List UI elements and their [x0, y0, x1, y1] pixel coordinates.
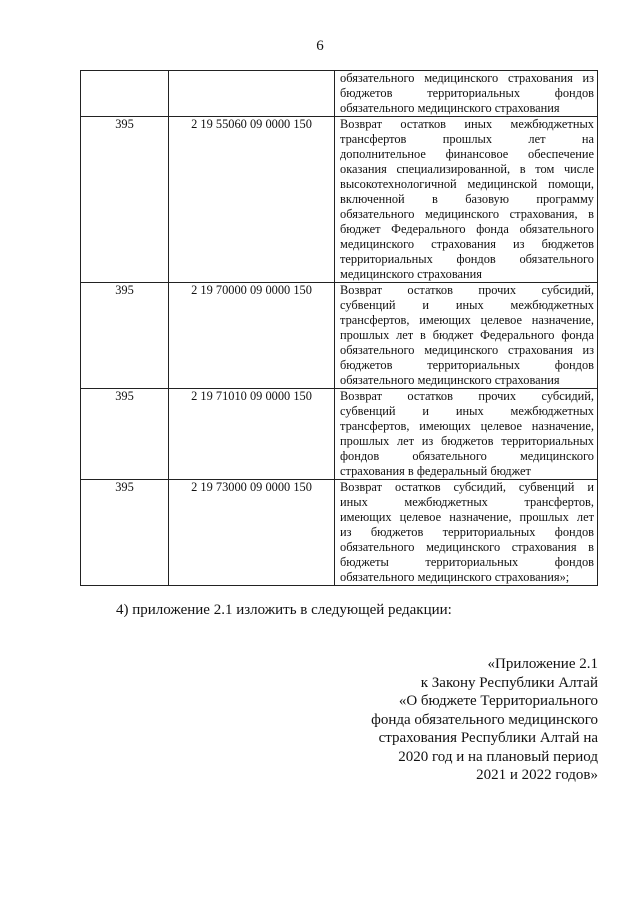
table-row [81, 480, 598, 586]
description-line: Возврат остатков прочих субсидий, [340, 283, 594, 297]
kbk-code-cell [169, 71, 335, 117]
description-line: медицинского страхования из бюджетов [340, 237, 594, 251]
description-line: из бюджетов территориальных фондов [340, 525, 594, 539]
description-line: прошлых лет в бюджет Федерального фонда [340, 328, 594, 342]
table-row [81, 71, 598, 117]
description-line: трансфертов, имеющих целевое назначение, [340, 419, 594, 433]
description-line: обязательного медицинского страхования [340, 373, 560, 387]
admin-code-cell: 395 [81, 389, 169, 480]
description-cell [335, 117, 598, 283]
description-cell [335, 480, 598, 586]
appendix-line: 2021 и 2022 годов» [476, 767, 598, 783]
description-line: обязательного медицинского страхования [340, 101, 560, 115]
appendix-line: фонда обязательного медицинского [371, 711, 598, 728]
description-line: субвенций и иных межбюджетных [340, 404, 594, 418]
description-line: прошлых лет из бюджетов территориальных [340, 434, 594, 448]
description-line: медицинского страхования [340, 267, 482, 281]
description-line: дополнительное финансовое обеспечение [340, 147, 594, 161]
amendment-text: 4) приложение 2.1 изложить в следующей редакции: [116, 602, 452, 618]
admin-code-cell: 395 [81, 480, 169, 586]
description-cell [335, 71, 598, 117]
appendix-line: «Приложение 2.1 [487, 656, 598, 672]
description-line: имеющих целевое назначение, прошлых лет [340, 510, 594, 524]
appendix-line: 2020 год и на плановый период [398, 748, 598, 765]
table-row [81, 283, 598, 389]
description-line: трансфертов, имеющих целевое назначение, [340, 313, 594, 327]
description-line: субвенций и иных межбюджетных [340, 298, 594, 312]
description-line: территориальных фондов обязательного [340, 252, 594, 266]
description-line: обязательного медицинского страхования из [340, 71, 594, 85]
admin-code-cell: 395 [81, 117, 169, 283]
description-line: обязательного медицинского страхования»; [340, 570, 570, 584]
description-line: иных межбюджетных трансфертов, [340, 495, 594, 509]
description-line: обязательного медицинского страхования из [340, 343, 594, 357]
description-line: Возврат остатков прочих субсидий, [340, 389, 594, 403]
description-line: обязательного медицинского страхования в [340, 540, 594, 554]
kbk-code-cell: 2 19 71010 09 0000 150 [169, 389, 335, 480]
page-number: 6 [316, 38, 324, 54]
description-line: бюджет Федерального фонда обязательного [340, 222, 594, 236]
kbk-code-cell: 2 19 70000 09 0000 150 [169, 283, 335, 389]
table-row [81, 117, 598, 283]
description-line: Возврат остатков иных межбюджетных [340, 117, 594, 131]
description-cell [335, 283, 598, 389]
description-line: бюджетов территориальных фондов [340, 358, 594, 372]
appendix-line: страхования Республики Алтай на [378, 730, 598, 746]
description-cell [335, 389, 598, 480]
description-line: включенной в базовую программу [340, 192, 594, 206]
table-row [81, 389, 598, 480]
admin-code-cell: 395 [81, 283, 169, 389]
description-line: бюджетов территориальных фондов [340, 86, 594, 100]
kbk-code-cell: 2 19 73000 09 0000 150 [169, 480, 335, 586]
description-line: обязательного медицинского страхования, в [340, 207, 594, 221]
admin-code-cell [81, 71, 169, 117]
description-line: страхования в федеральный бюджет [340, 464, 531, 478]
appendix-line: «О бюджете Территориального [398, 693, 598, 709]
appendix-heading [338, 655, 598, 785]
description-line: Возврат остатков субсидий, субвенций и [340, 480, 594, 494]
description-line: трансфертов прошлых лет на [340, 132, 594, 146]
description-line: фондов обязательного медицинского [340, 449, 594, 463]
kbk-code-cell: 2 19 55060 09 0000 150 [169, 117, 335, 283]
description-line: бюджеты территориальных фондов [340, 555, 594, 569]
description-line: высокотехнологичной медицинской помощи, [340, 177, 594, 191]
description-line: оказания специализированной, в том числе [340, 162, 594, 176]
appendix-line: к Закону Республики Алтай [420, 674, 598, 691]
budget-classification-table [80, 70, 598, 586]
